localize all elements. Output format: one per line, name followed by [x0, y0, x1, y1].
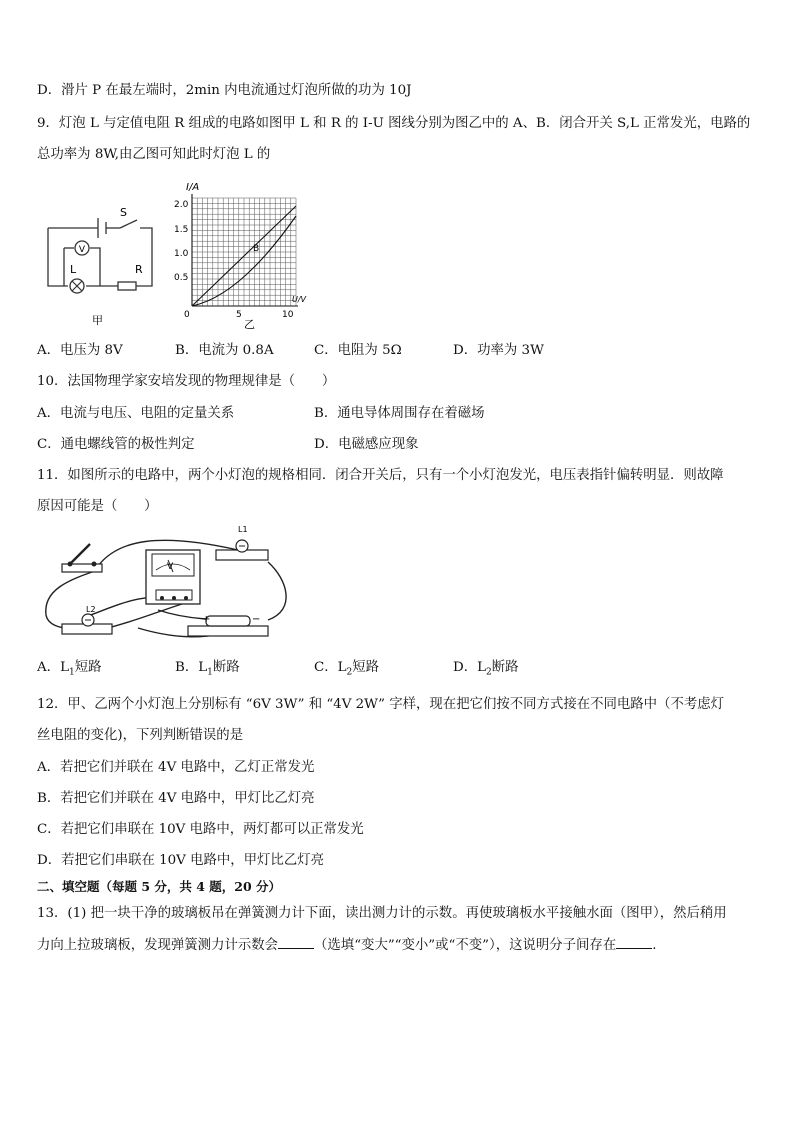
- q11-minus-label: −: [252, 614, 261, 625]
- knife-switch-icon: [62, 544, 102, 572]
- lamp-l1-icon: [216, 540, 268, 560]
- q13-line2: 力向上拉玻璃板，发现弹簧测力计示数会 （选填“变大”“变小”或“不变”），这说明分子间存在 .: [37, 938, 657, 953]
- answer-blank[interactable]: [616, 936, 652, 949]
- q9-x-axis-label: U/V: [292, 295, 307, 304]
- q9-option-d: D．功率为 3W: [453, 343, 544, 358]
- q9-x-tick: 5: [236, 310, 242, 320]
- q11-lamp2-label: L2: [86, 605, 96, 614]
- q12-option-b: B．若把它们并联在 4V 电路中，甲灯比乙灯亮: [37, 791, 315, 806]
- q9-y-tick: 1.5: [174, 225, 189, 235]
- q9-circuit-diagram: [40, 200, 162, 330]
- q11-voltmeter-label: V: [167, 562, 174, 572]
- lamp-l2-icon: [62, 614, 112, 634]
- q9-stem-line2: 总功率为 8W,由乙图可知此时灯泡 L 的: [37, 147, 271, 162]
- q11-option-b: B．$L_1$断路: [175, 660, 240, 678]
- q11-option-a: A．$L_1$短路: [37, 660, 102, 678]
- q9-iu-graph: [170, 176, 330, 336]
- q12-option-c: C．若把它们串联在 10V 电路中，两灯都可以正常发光: [37, 822, 364, 837]
- section-title: 二、填空题（每题 5 分，共 4 题，20 分）: [37, 879, 282, 894]
- voltmeter-icon: [146, 550, 200, 604]
- q9-option-a: A．电压为 8V: [37, 343, 123, 358]
- q10-option-a: A．电流与电压、电阻的定量关系: [37, 406, 235, 421]
- answer-blank[interactable]: [278, 936, 314, 949]
- q10-option-c: C．通电螺线管的极性判定: [37, 437, 195, 452]
- q9-y-tick: 1.0: [174, 249, 189, 259]
- q12-stem-line2: 丝电阻的变化)，下列判断错误的是: [37, 728, 244, 743]
- q11-option-d: D．$L_2$断路: [453, 660, 519, 678]
- q9-curve-b-label: B: [253, 244, 260, 254]
- q9-voltmeter-label: V: [78, 245, 86, 255]
- q12-option-d: D．若把它们串联在 10V 电路中，甲灯比乙灯亮: [37, 853, 324, 868]
- q11-stem-line1: 11．如图所示的电路中，两个小灯泡的规格相同．闭合开关后，只有一个小灯泡发光，电压表指针偏转明显．则故障: [37, 468, 724, 483]
- q11-circuit-picture: [38, 520, 298, 644]
- q9-y-axis-label: I/A: [186, 182, 200, 193]
- q9-y-tick: 0.5: [174, 273, 189, 283]
- q11-lamp1-label: L1: [238, 525, 248, 534]
- q9-switch-label: S: [120, 206, 127, 219]
- q9-y-tick: 2.0: [174, 200, 189, 210]
- q11-plus-label: +: [202, 614, 211, 625]
- q9-x-tick: 10: [282, 310, 294, 320]
- q9-resistor-label: R: [135, 263, 143, 276]
- q9-lamp-label: L: [70, 263, 77, 276]
- q9-stem-line1: 9．灯泡 L 与定值电阻 R 组成的电路如图甲 L 和 R 的 I-U 图线分别为图乙中的 A、B．闭合开关 S,L 正常发光，电路的: [37, 116, 751, 131]
- q9-x-tick: 0: [184, 310, 190, 320]
- q12-option-a: A．若把它们并联在 4V 电路中，乙灯正常发光: [37, 760, 315, 775]
- q10-stem: 10．法国物理学家安培发现的物理规律是（ ）: [37, 374, 336, 389]
- q9-option-c: C．电阻为 5Ω: [314, 343, 402, 358]
- q8-option-d: D．滑片 P 在最左端时，2min 内电流通过灯泡所做的功为 10J: [37, 83, 412, 98]
- q11-stem-line2: 原因可能是（ ）: [37, 499, 158, 514]
- q11-option-c: C．$L_2$短路: [314, 660, 380, 678]
- q12-stem-line1: 12．甲、乙两个小灯泡上分别标有 “6V 3W” 和 “4V 2W” 字样，现在把它们按不同方式接在不同电路中（不考虑灯: [37, 697, 725, 712]
- q9-option-b: B．电流为 0.8A: [175, 343, 274, 358]
- q9-fig-yi-caption: 乙: [244, 318, 255, 331]
- q10-option-d: D．电磁感应现象: [314, 437, 419, 452]
- q13-line1: 13．(1) 把一块干净的玻璃板吊在弹簧测力计下面，读出测力计的示数。再使玻璃板水平接触水面（图甲），然后稍用: [37, 906, 727, 921]
- q10-option-b: B．通电导体周围存在着磁场: [314, 406, 485, 421]
- q9-fig-jia-caption: 甲: [92, 314, 103, 327]
